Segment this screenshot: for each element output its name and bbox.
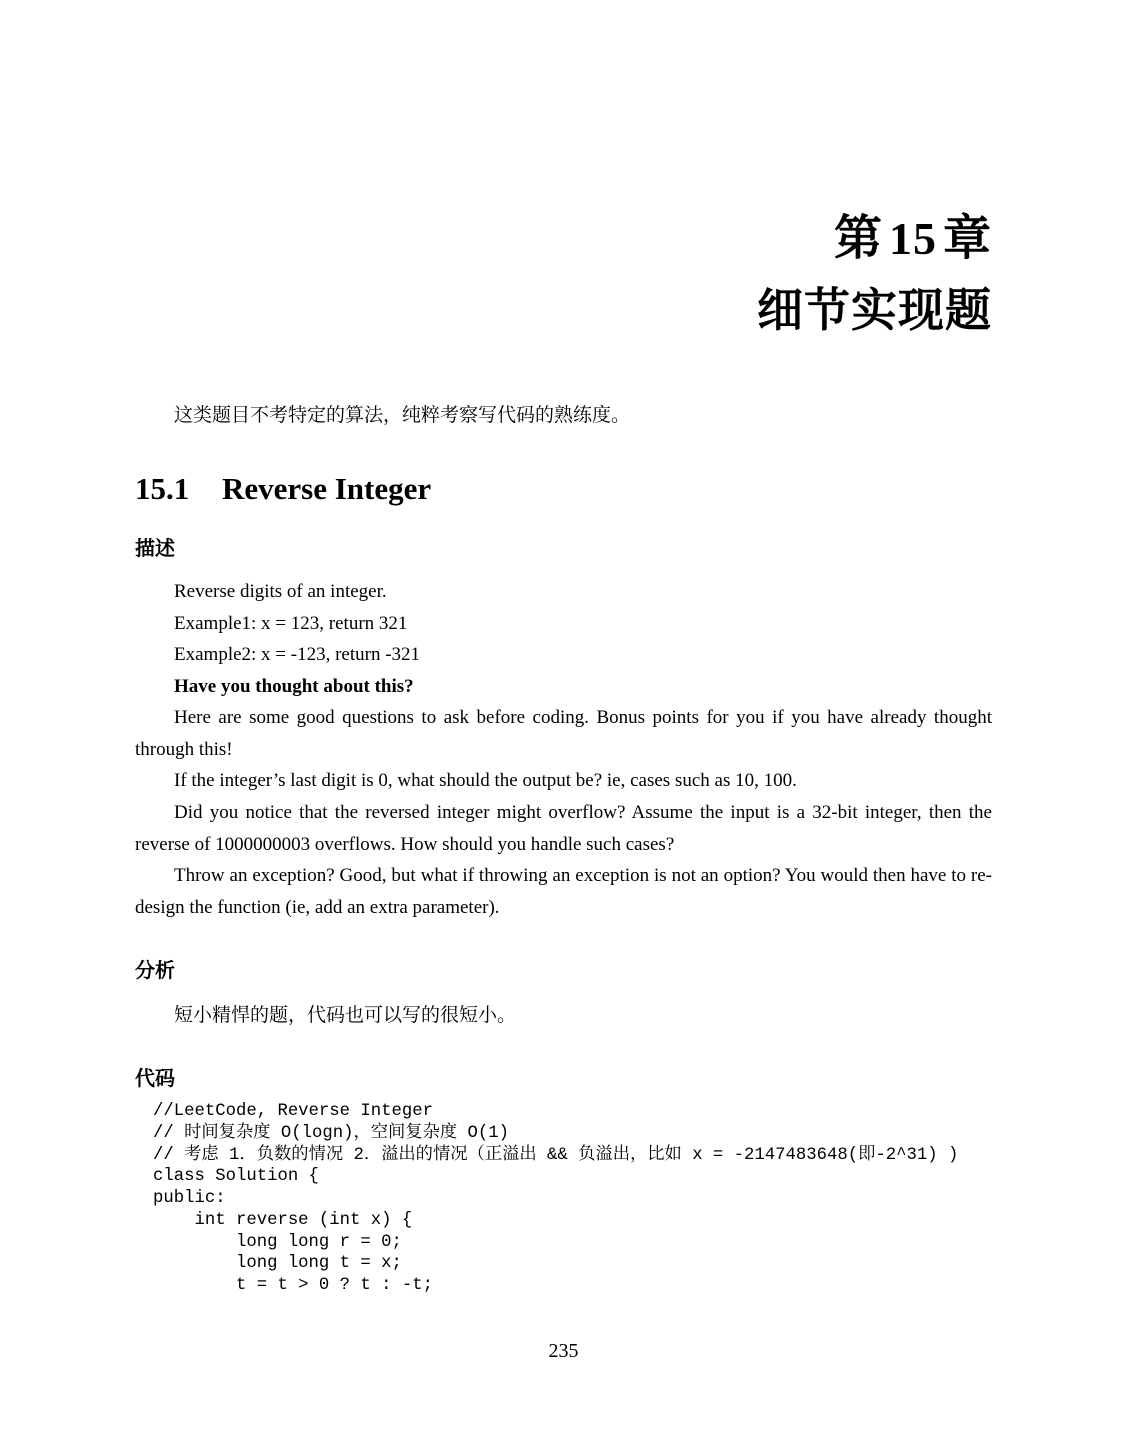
code-line: long long r = 0; bbox=[153, 1232, 402, 1252]
section-number: 15.1 bbox=[135, 471, 190, 506]
description-line: Example1: x = 123, return 321 bbox=[174, 613, 408, 634]
description-question-heading: Have you thought about this? bbox=[174, 676, 414, 697]
code-listing bbox=[153, 1101, 958, 1297]
code-line: // 时间复杂度 O(logn)，空间复杂度 O(1) bbox=[153, 1123, 510, 1143]
description-heading: 描述 bbox=[135, 536, 175, 560]
code-line: //LeetCode, Reverse Integer bbox=[153, 1102, 434, 1121]
description-paragraph: Did you notice that the reversed integer might overflow? Assume the input is a 32-bit integer, then the reverse of 1000000003 overflows. How should you handle such cases? bbox=[135, 802, 992, 855]
section-heading bbox=[135, 469, 431, 509]
chapter-number-heading bbox=[834, 206, 992, 271]
code-line: public: bbox=[153, 1189, 226, 1208]
analysis-text: 短小精悍的题，代码也可以写的很短小。 bbox=[174, 1004, 517, 1026]
code-line: t = t > 0 ? t : -t; bbox=[153, 1276, 434, 1295]
description-line: Example2: x = -123, return -321 bbox=[174, 644, 421, 665]
description-paragraph: Here are some good questions to ask before coding. Bonus points for you if you have already thought through this! bbox=[135, 707, 992, 760]
code-line: class Solution { bbox=[153, 1167, 319, 1187]
chapter-number: 15 bbox=[888, 213, 937, 264]
analysis-heading: 分析 bbox=[135, 958, 175, 982]
page-number: 235 bbox=[548, 1340, 579, 1362]
chapter-title: 细节实现题 bbox=[757, 283, 992, 337]
code-heading: 代码 bbox=[135, 1066, 175, 1090]
description-paragraph: Throw an exception? Good, but what if throwing an exception is not an option? You would then have to re-design the function (ie, add an extra parameter). bbox=[135, 865, 992, 918]
description-paragraph: If the integer’s last digit is 0, what should the output be? ie, cases such as 10, 100. bbox=[174, 770, 797, 791]
chapter-prefix: 第 bbox=[833, 210, 883, 266]
code-line: int reverse (int x) { bbox=[153, 1210, 413, 1230]
code-line: // 考虑 1．负数的情况 2．溢出的情况（正溢出 && 负溢出，比如 x = -2147483648(即-2^31) ) bbox=[153, 1145, 959, 1165]
section-title: Reverse Integer bbox=[222, 471, 432, 506]
chapter-intro: 这类题目不考特定的算法，纯粹考察写代码的熟练度。 bbox=[174, 404, 631, 426]
description-line: Reverse digits of an integer. bbox=[174, 581, 387, 602]
code-line: long long t = x; bbox=[153, 1254, 402, 1274]
chapter-suffix: 章 bbox=[942, 210, 992, 266]
